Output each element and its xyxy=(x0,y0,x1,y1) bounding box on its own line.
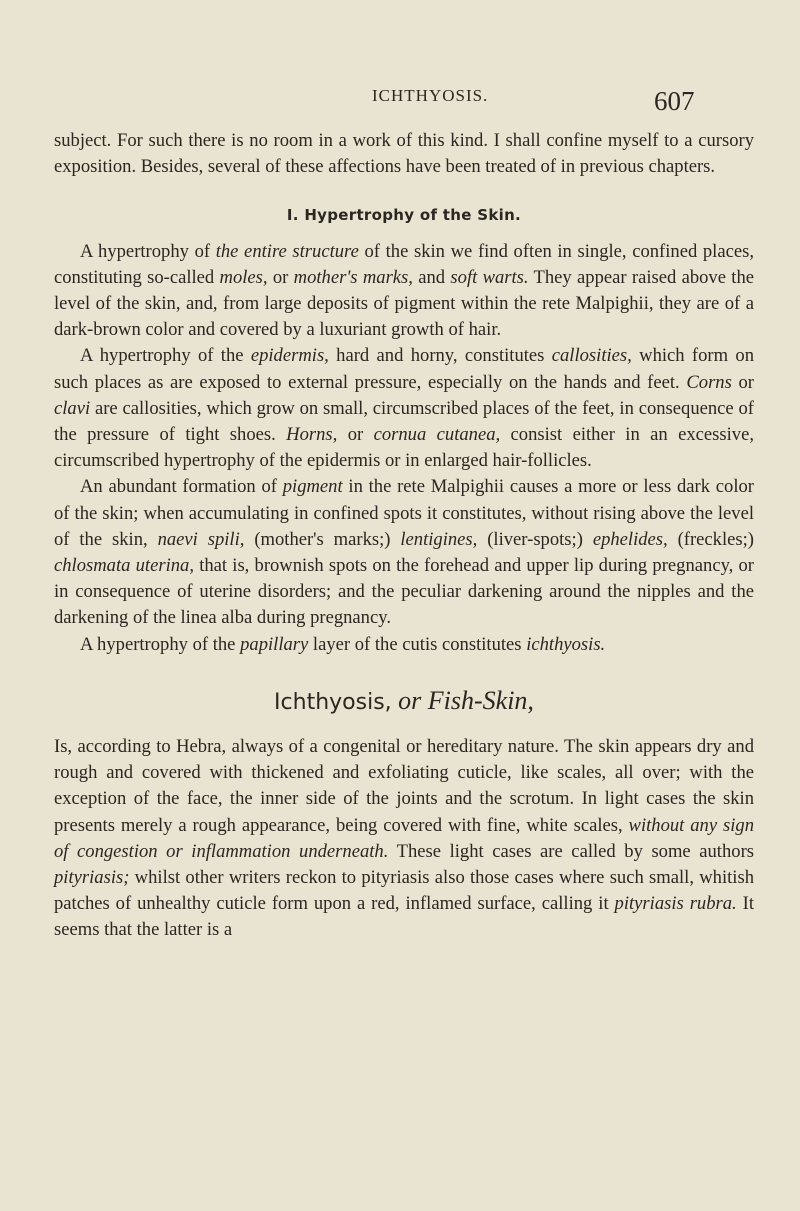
text-run-italic: pityriasis; xyxy=(54,867,130,889)
text-run: They appear raised above the level of the skin, and, from large deposits of pigment within the rete Malpighii, they are of a dark-brown color and covered by a luxuriant growth of hair. xyxy=(54,266,754,341)
text-run: that is, brownish spots on the forehead and upper lip during pregnancy, or in consequence of uterine disorders; and the peculiar darkening around the nipples and the darkening of the linea alba during pregnancy. xyxy=(54,555,754,629)
heading-or: or xyxy=(391,685,428,715)
text-run-italic: pigment xyxy=(282,476,343,498)
heading-alt: Fish-Skin, xyxy=(427,685,534,715)
text-run: are callosities, which grow on small, circumscribed places of the feet, in consequence of the pressure of tight shoes. xyxy=(54,397,754,446)
text-run-italic: the entire structure xyxy=(215,240,359,262)
text-run-italic: pityriasis rubra. xyxy=(614,893,737,915)
text-run: (freckles;) xyxy=(667,528,754,550)
text-run-italic: clavi xyxy=(54,397,91,419)
paragraph-papillary xyxy=(54,632,754,658)
paragraph-pigment xyxy=(54,474,754,631)
body-text xyxy=(54,128,754,944)
page-header xyxy=(0,86,800,122)
text-run: A hypertrophy of xyxy=(80,240,216,262)
text-run-italic: ephelides, xyxy=(592,528,668,550)
text-run: These light cases are called by some authors xyxy=(388,840,754,862)
paragraph-ichthyosis xyxy=(54,734,754,944)
text-run: An abundant formation of xyxy=(80,476,283,498)
text-run: or xyxy=(267,266,294,288)
text-run-italic: moles, xyxy=(219,266,268,288)
paragraph-epidermis xyxy=(54,343,754,474)
text-run: A hypertrophy of the xyxy=(80,345,251,367)
page-number: 607 xyxy=(654,86,695,116)
section-heading-hypertrophy: I. Hypertrophy of the Skin. xyxy=(286,206,522,225)
text-run: (mother's marks;) xyxy=(244,528,401,550)
paragraph-intro: subject. For such there is no room in a work of this kind. I shall confine myself to a cursory exposition. Besides, several of these affections have been treated of in previous chapters. xyxy=(54,130,754,178)
text-run-italic: chlosmata uterina, xyxy=(54,555,194,577)
text-run-italic: without any sign of congestion or inflammation underneath. xyxy=(54,814,754,862)
text-run-italic: callosities, xyxy=(551,345,632,367)
text-run: Is, according to Hebra, always of a congenital or hereditary nature. The skin appears dry and rough and covered with thickened and exfoliating cuticle, like scales, all over; with the exception of the face, the inner side of the joints and the scrotum. In light cases the skin presents merely a rough appearance, being covered with fine, white scales, xyxy=(54,736,754,836)
text-run-italic: lentigines, xyxy=(400,528,478,550)
text-run: whilst other writers reckon to pityriasis also those cases where such small, whitish patches of unhealthy cuticle form upon a red, inflamed surface, calling it xyxy=(54,867,754,915)
text-run-italic: papillary xyxy=(240,633,309,655)
text-run: consist either in an excessive, circumscribed hypertrophy of the epidermis or in enlarged hair-follicles. xyxy=(54,424,754,472)
text-run: in the rete Malpighii causes a more or less dark color of the skin; when accumulating in confined spots it constitutes, without rising above the level of the skin, xyxy=(54,476,754,550)
text-run: layer of the cutis constitutes xyxy=(308,633,527,655)
text-run-italic: cornua cutanea, xyxy=(373,424,501,446)
text-run: (liver-spots;) xyxy=(477,528,593,550)
text-run: of the skin we find often in single, confined places, constituting so-called xyxy=(54,240,754,288)
running-title: ICHTHYOSIS. xyxy=(372,86,489,105)
text-run: It seems that the latter is a xyxy=(54,893,754,941)
text-run-italic: Corns xyxy=(686,371,732,393)
text-run: hard and horny, constitutes xyxy=(328,345,552,367)
text-run-italic: mother's marks, xyxy=(293,266,413,288)
text-run: which form on such places as are exposed to external pressure, especially on the hands and feet. xyxy=(54,345,754,393)
paragraph-entire-structure xyxy=(54,239,754,344)
heading-main: Ichthyosis, xyxy=(274,689,392,715)
text-run-italic: naevi spili, xyxy=(157,528,245,550)
text-run: A hypertrophy of the xyxy=(80,633,241,655)
text-run-italic: epidermis, xyxy=(250,345,329,367)
section-heading-ichthyosis xyxy=(54,685,754,716)
text-run-italic: ichthyosis. xyxy=(526,633,606,655)
text-run: or xyxy=(731,371,755,393)
text-run-italic: Horns, xyxy=(286,424,338,446)
text-run: and xyxy=(412,266,451,288)
text-run-italic: soft warts. xyxy=(450,266,529,288)
text-run: or xyxy=(337,424,374,446)
